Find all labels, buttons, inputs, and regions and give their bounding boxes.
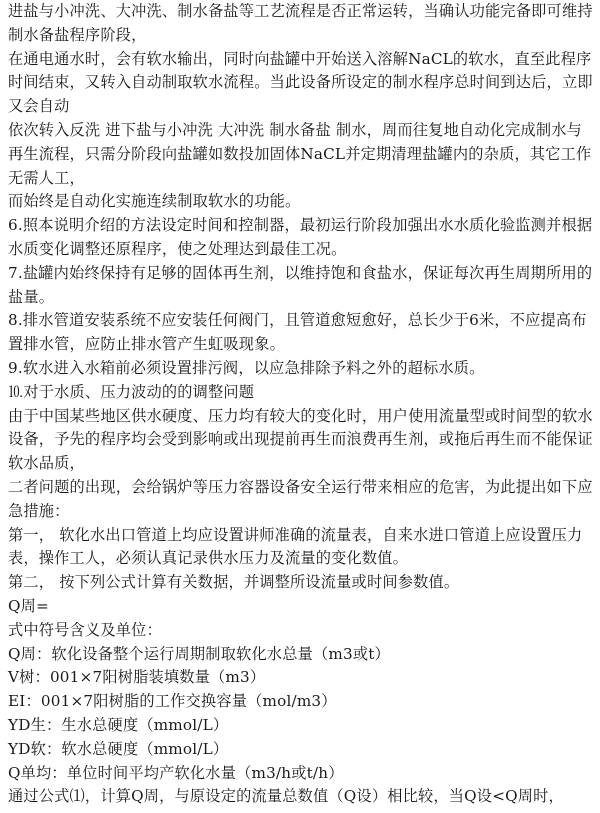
paragraph-cycle: 依次转入反洗 进下盐与小冲洗 大冲洗 制水备盐 制水，周而往复地自动化完成制水与再生流程，只需分阶段向盐罐如数投加固体NaCL并定期清理盐罐内的杂质，其它工作无需人工， [8, 120, 592, 187]
paragraph-process-check: 进盐与小冲洗、大冲洗、制水备盐等工艺流程是否正常运转，当确认功能完备即可维持制水备盐程序阶段， [8, 2, 593, 44]
paragraph-item-10-heading: ⒑对于水质、压力波动的的调整问题 [8, 382, 255, 401]
paragraph-item-9: 9.软水进入水箱前必须设置排污阀，以应急排除予料之外的超标水质。 [8, 358, 485, 377]
paragraph-item-6: 6.照本说明介绍的方法设定时间和控制器，最初运行阶段加强出水水质化验监测并根据水质变化调整还原程序，使之处理达到最佳工况。 [8, 216, 593, 258]
paragraph-power-on: 在通电通水时，会有软水输出，同时向盐罐中开始送入溶解NaCL的软水，直至此程序时间结束，又转入自动制取软水流程。当此设备所设定的制水程序总时间到达后，立即又会自动 [8, 49, 593, 116]
paragraph-symbol-v-resin: V树：001×7阳树脂装填数量（m3） [8, 668, 266, 687]
paragraph-automation: 而始终是自动化实施连续制取软水的功能。 [8, 192, 301, 211]
paragraph-item-7: 7.盐罐内始终保持有足够的固体再生剂，以维持饱和食盐水，保证每次再生周期所用的盐量。 [8, 263, 593, 306]
paragraph-symbol-ei: EI：001×7阳树脂的工作交换容量（mol/m3） [8, 692, 337, 711]
paragraph-hardness-variation: 由于中国某些地区供水硬度、压力均有较大的变化时，用户使用流量型或时间型的软水设备，予先的程序均会受到影响或出现提前再生而浪费再生剂，或拖后再生而不能保证软水品质， [8, 406, 593, 473]
paragraph-symbols-heading: 式中符号含义及单位： [8, 620, 162, 639]
paragraph-measure-1: 第一， 软化水出口管道上均应设置讲师准确的流量表，自来水进口管道上应设置压力表，操作工人，必须认真记录供水压力及流量的变化数值。 [8, 525, 583, 568]
paragraph-item-8: 8.排水管道安装系统不应安装任何阀门，且管道愈短愈好，总长少于6米，不应提高布置排水管，应防止排水管产生虹吸现象。 [8, 311, 587, 354]
paragraph-symbol-yd-soft: YD软：软水总硬度（mmol/L） [8, 739, 229, 758]
paragraph-formula: Q周= [8, 596, 49, 615]
paragraph-comparison: 通过公式⑴，计算Q周，与原设定的流量总数值（Q设）相比较，当Q设<Q周时， [8, 787, 564, 806]
paragraph-symbol-yd-raw: YD生：生水总硬度（mmol/L） [8, 715, 229, 734]
paragraph-measure-2: 第二， 按下列公式计算有关数据，并调整所设流量或时间参数值。 [8, 573, 460, 592]
paragraph-symbol-q-cycle: Q周：软化设备整个运行周期制取软化水总量（m3或t） [8, 644, 390, 663]
paragraph-symbol-q-unit: Q单均：单位时间平均产软化水量（m3/h或t/h） [8, 763, 344, 782]
paragraph-hazard: 二者问题的出现，会给锅炉等压力容器设备安全运行带来相应的危害，为此提出如下应急措施： [8, 477, 593, 520]
document-body [8, 0, 596, 809]
